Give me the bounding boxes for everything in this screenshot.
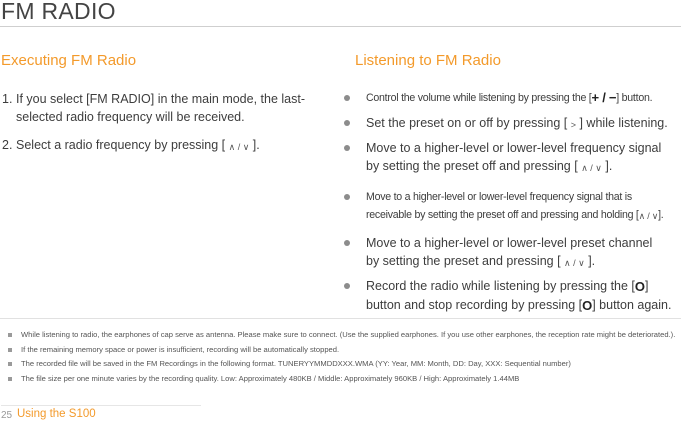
notes-divider: [0, 318, 681, 319]
record-icon: O: [634, 279, 646, 294]
bullet-item: [344, 234, 681, 272]
bullet-item: [344, 188, 681, 225]
note-item: [8, 372, 680, 387]
bullet-text: Move to a higher-level or lower-level frequency signal that is: [366, 191, 632, 203]
bullet-item: [344, 114, 681, 134]
step-text: selected radio frequency will be received.: [16, 110, 245, 124]
note-text: The recorded file will be saved in the FM Recordings in the following format. TUNERYYMMDDXXX.WMA (YY: Year, MM: Month, DD: Day, XXX: Sequential number): [21, 359, 571, 369]
title-divider: [0, 26, 681, 27]
bullet-dot: [344, 194, 350, 200]
plus-minus-icon: + / −: [591, 90, 617, 105]
bullet-text: Move to a higher-level or lower-level frequency signal: [366, 141, 662, 155]
note-square-icon: [8, 348, 12, 352]
executing-steps-list: [2, 90, 332, 166]
step-item: [2, 90, 332, 126]
note-text: While listening to radio, the earphones of cap serve as antenna. Please make sure to connect. (Use the supplied earphones. If you use other earphones, the reception rate might be deteriorated.).: [21, 330, 676, 339]
footer-section-label: Using the S100: [17, 408, 96, 420]
note-square-icon: [8, 362, 12, 366]
step-text: If you select [FM RADIO] in the main mode, the last-: [16, 92, 305, 106]
page-footer: [1, 405, 681, 423]
bullet-text: Record the radio while listening by pressing the [: [366, 279, 635, 293]
bullet-item: [344, 139, 681, 177]
bullet-text: ].: [601, 159, 613, 173]
bullet-text: receivable by setting the preset off and pressing and holding [: [366, 209, 639, 221]
page-number: 25: [1, 410, 13, 421]
bullet-dot: [344, 283, 350, 289]
listening-fm-radio-heading: Listening to FM Radio: [355, 52, 501, 69]
bullet-dot: [344, 145, 350, 151]
up-down-icon: ∧ / ∨: [564, 258, 585, 268]
bullet-text: button and stop recording by pressing [: [366, 298, 583, 312]
bullet-dot: [344, 240, 350, 246]
right-arrow-icon: >: [570, 120, 577, 130]
up-down-icon: ∧ / ∨: [228, 142, 250, 152]
up-down-icon: ∧ / ∨: [581, 163, 602, 173]
bullet-item: [344, 277, 681, 315]
bullet-dot: [344, 95, 350, 101]
bullet-text: ].: [658, 209, 664, 221]
footer-divider: [1, 405, 201, 406]
bullet-text: Control the volume while listening by pressing the [: [366, 92, 592, 104]
notes-list: [8, 328, 680, 386]
page-title: FM RADIO: [1, 0, 116, 24]
listening-bullets-list: [344, 89, 681, 315]
note-item: [8, 343, 680, 358]
note-square-icon: [8, 377, 12, 381]
bullet-text: ].: [584, 254, 596, 268]
executing-fm-radio-heading: Executing FM Radio: [1, 52, 137, 69]
step-item: [2, 136, 332, 156]
note-square-icon: [8, 333, 12, 337]
up-down-icon: ∧ / ∨: [638, 211, 659, 221]
bullet-dot: [344, 120, 350, 126]
bullet-text: Set the preset on or off by pressing [: [366, 116, 571, 130]
bullet-text: ]: [645, 279, 649, 293]
bullet-text: by setting the preset and pressing [: [366, 254, 565, 268]
step-text: ].: [249, 138, 260, 152]
bullet-text: ] button again.: [592, 298, 672, 312]
step-number: 1.: [2, 92, 13, 106]
bullet-text: by setting the preset off and pressing [: [366, 159, 582, 173]
bullet-text: Move to a higher-level or lower-level preset channel: [366, 236, 653, 250]
bullet-text: ] while listening.: [576, 116, 668, 130]
bullet-text: ] button.: [616, 92, 653, 104]
note-item: [8, 328, 680, 343]
step-text: Select a radio frequency by pressing [: [16, 138, 229, 152]
note-text: The file size per one minute varies by the recording quality. Low: Approximately 480KB / Middle: Approximately 960KB / High: Approximately 1.44MB: [21, 373, 520, 383]
note-item: [8, 357, 680, 372]
bullet-item: [344, 89, 681, 107]
note-text: If the remaining memory space or power is insufficient, recording will be automatically stopped.: [21, 344, 340, 354]
step-number: 2.: [2, 138, 13, 152]
record-icon: O: [582, 298, 593, 313]
